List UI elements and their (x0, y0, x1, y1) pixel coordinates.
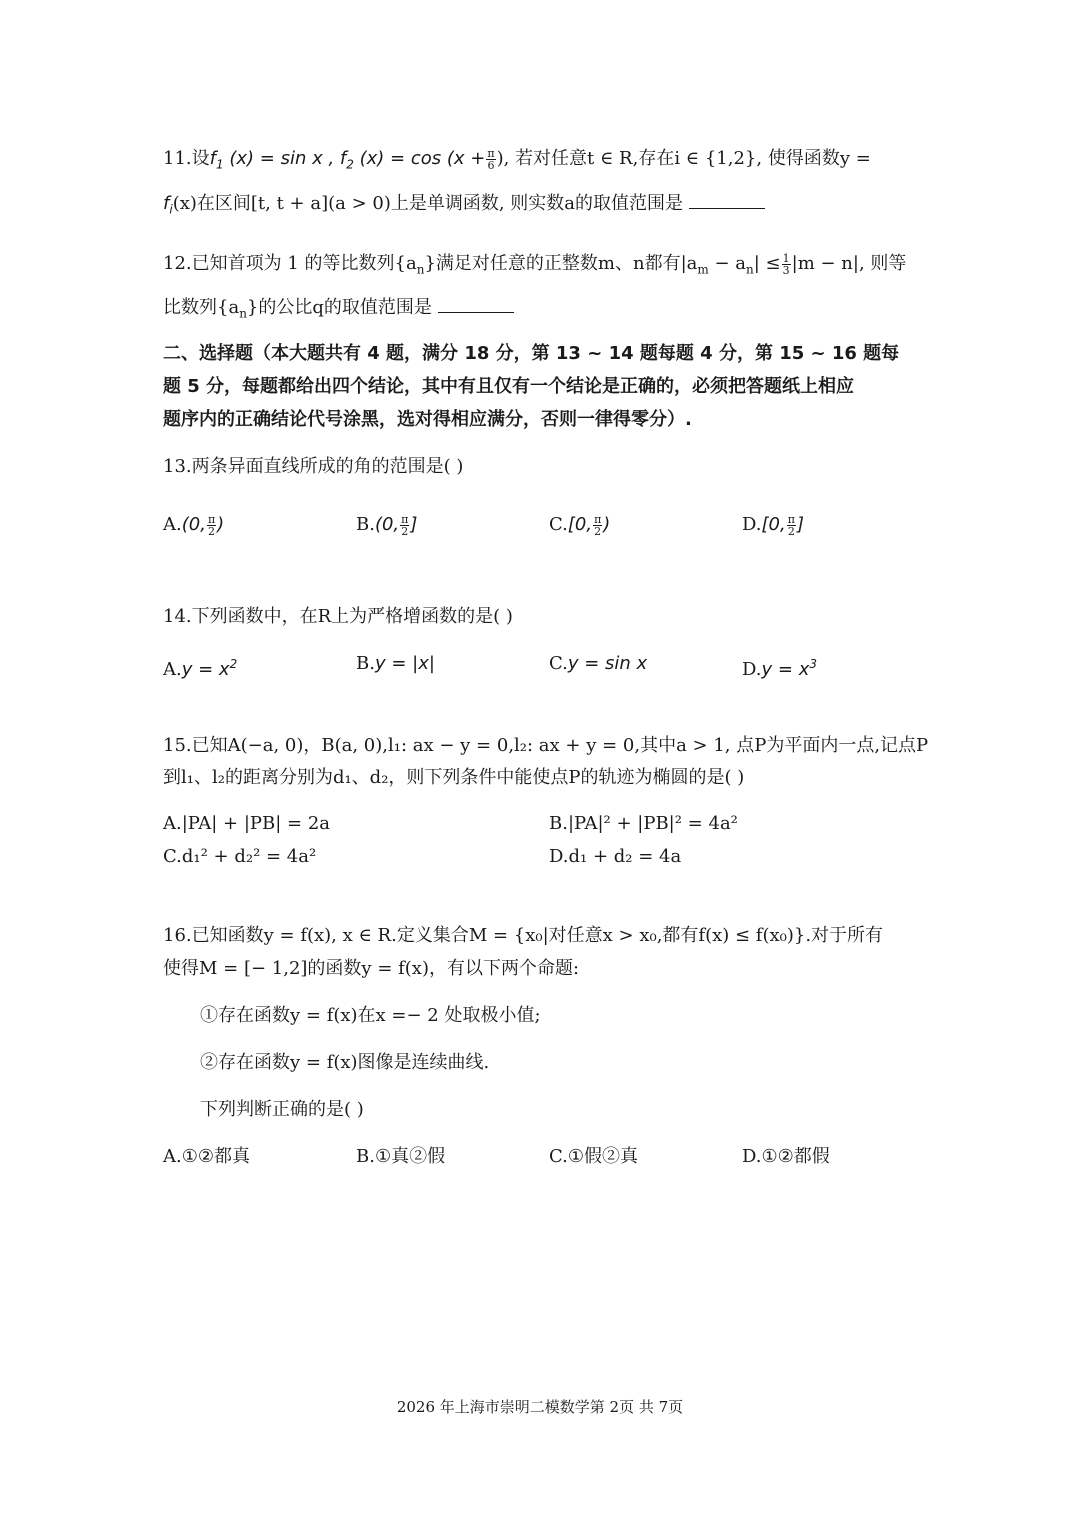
q16-line-2: 使得M = [− 1,2]的函数y = f(x)，有以下两个命题: (163, 958, 580, 979)
q14-option-a[interactable]: $A.y = x^2$ (163, 657, 238, 680)
fraction-pi-over-6: $\frac{\pi}{6}$ (487, 146, 495, 172)
q13-stem: 13.两条异面直线所成的角的范围是( ) (163, 456, 464, 477)
q16-proposition-1: ①存在函数y = f(x)在x =− 2 处取极小值; (200, 1005, 541, 1026)
q13-option-c[interactable]: C.[0, $\frac{\pi}{2}$ ) (549, 512, 611, 538)
q15-option-d[interactable]: D.d₁ + d₂ = 4a (549, 846, 682, 867)
fraction-one-third: $\frac{1}{3}$ (782, 251, 790, 277)
q13-option-a[interactable]: A.(0, $\frac{\pi}{2}$ ) (163, 512, 225, 538)
q16-line-1: 16.已知函数y = f(x), x ∈ R.定义集合M = {x₀|对任意x > x₀,都有f(x) ≤ f(x₀)}.对于所有 (163, 925, 884, 946)
q16-option-a[interactable]: A.①②都真 (163, 1146, 250, 1167)
answer-blank[interactable] (689, 196, 765, 209)
q12-line-1: 12.已知首项为 1 的等比数列$\{a_n\}$满足对任意的正整数m、n都有$|a_m - a_n|$ ≤ $\frac{1}{3}$ |m − n|, 则等 (163, 251, 907, 277)
fraction-pi-over-2: $\frac{\pi}{2}$ (594, 512, 602, 538)
fraction-pi-over-2: $\frac{\pi}{2}$ (787, 512, 795, 538)
q15-line-2: 到l₁、l₂的距离分别为d₁、d₂，则下列条件中能使点P的轨迹为椭圆的是( ) (163, 767, 745, 788)
q16-judge-stem: 下列判断正确的是( ) (200, 1099, 364, 1120)
q14-option-b[interactable]: B.y = |x| (356, 653, 435, 674)
q15-option-b[interactable]: B.|PA|² + |PB|² = 4a² (549, 813, 738, 834)
q11-line-2: $f_i(x)$在区间[t, t + a](a > 0)上是单调函数, 则实数a的取值范围是 (163, 190, 765, 224)
q13-option-b[interactable]: B.(0, $\frac{\pi}{2}$ ] (356, 512, 418, 538)
q16-proposition-2: ②存在函数y = f(x)图像是连续曲线. (200, 1052, 490, 1073)
q14-option-d[interactable]: $D.y = x^3$ (742, 657, 817, 680)
q15-option-a[interactable]: A.|PA| + |PB| = 2a (163, 813, 331, 834)
page-footer: 2026 年上海市崇明二模数学第 2页 共 7页 (396, 1398, 684, 1416)
q12-line-2: 比数列$\{a_n\}$的公比q的取值范围是 (163, 294, 514, 328)
section2-line-2: 题 5 分，每题都给出四个结论，其中有且仅有一个结论是正确的，必须把答题纸上相应 (163, 376, 855, 397)
q13-option-d[interactable]: D.[0, $\frac{\pi}{2}$ ] (742, 512, 804, 538)
q15-option-c[interactable]: C.d₁² + d₂² = 4a² (163, 846, 317, 867)
q16-option-d[interactable]: D.①②都假 (742, 1146, 830, 1167)
fraction-pi-over-2: $\frac{\pi}{2}$ (401, 512, 409, 538)
q16-option-b[interactable]: B.①真②假 (356, 1146, 446, 1167)
q11-line-1: 11.设$f_1$ (x) = sin x , $f_2$ (x) = cos (x + $\frac{\pi}{6}$ ), 若对任意t ∈ R,存在i ∈ {1,2}, 使得函数y = (163, 146, 871, 172)
q15-line-1: 15.已知A(−a, 0)，B(a, 0),l₁: ax − y = 0,l₂: ax + y = 0,其中a > 1, 点P为平面内一点,记点P (163, 735, 929, 756)
section2-line-1: 二、选择题（本大题共有 4 题，满分 18 分，第 13 ~ 14 题每题 4 分，第 15 ~ 16 题每 (163, 343, 900, 364)
section2-line-3: 题序内的正确结论代号涂黑，选对得相应满分，否则一律得零分）. (163, 409, 692, 430)
answer-blank[interactable] (438, 300, 514, 313)
q14-stem: 14.下列函数中，在R上为严格增函数的是( ) (163, 606, 513, 627)
q16-option-c[interactable]: C.①假②真 (549, 1146, 638, 1167)
fraction-pi-over-2: $\frac{\pi}{2}$ (207, 512, 216, 538)
q14-option-c[interactable]: C.y = sin x (549, 653, 648, 674)
